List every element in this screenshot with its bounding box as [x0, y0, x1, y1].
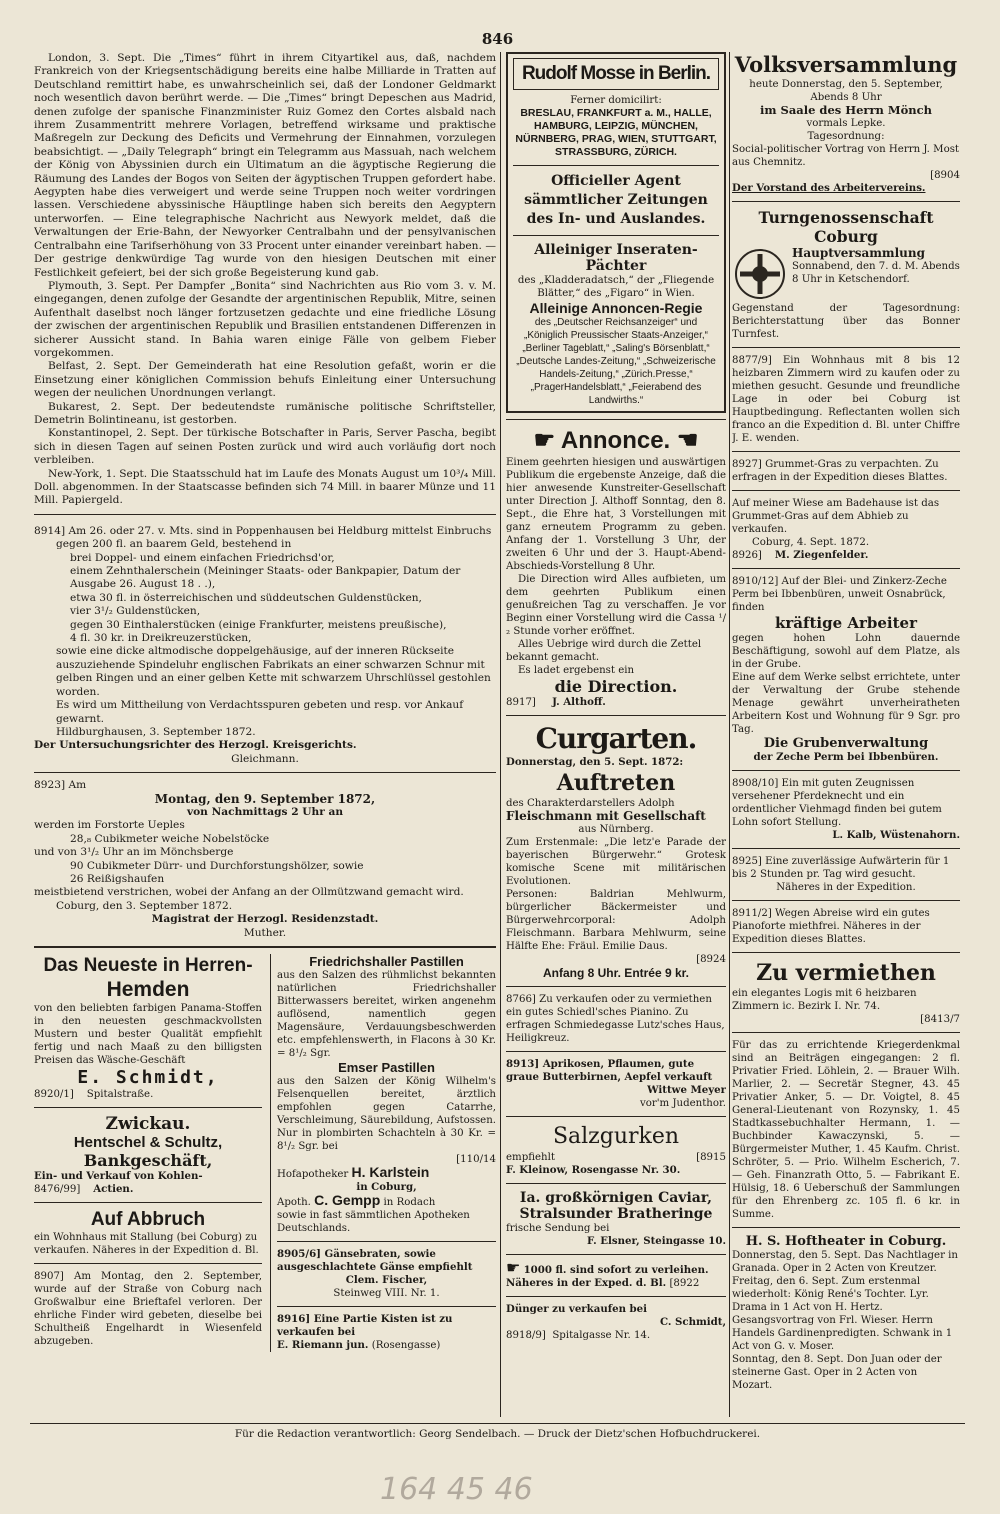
kisten-text: 8916] Eine Partie Kisten ist zu verkaufen bei	[277, 1313, 453, 1338]
apoth-label: Apoth.	[277, 1197, 311, 1208]
vermieth-title: Zu vermiethen	[756, 960, 936, 986]
shirts-text: von den beliebten farbigen Panama-Stoffen in den neuesten geschmackvollsten Mustern und bester Qualität empfiehlt fertig und nach Maaß zu den billigsten Preisen das Wäsche-Geschäft	[34, 1003, 262, 1066]
column-rule	[500, 52, 501, 1417]
divider	[506, 1116, 726, 1117]
emser-text: aus den Salzen der König Wilhelm's Felsenquellen bereitet, ärztlich empfohlen gegen Catarrhe, Verschleimung, Säurebildung, Aufstossen. Nur in plombirten Schachteln à 30 Kr. = 8¹/₂ Sgr. bei	[277, 1076, 496, 1152]
news-plymouth: Plymouth, 3. Sept. Per Dampfer „Bonita“ sind Nachrichten aus Rio vom 3. v. M. eingegangen, denen zufolge der Gesandte der argentinischen Republik, Mitre, seinen Aufenthalt daselbst noch länger fortzusetzen gedachte und eine friedliche Lösung der zwischen der argentinischen Republik und Brasilien entstandenen Differenzen in sicherer Aussicht stand. In Bahia waren einige Fälle von gelbem Fieber vorgekommen.	[34, 279, 496, 359]
dung-num: 8918/9]	[506, 1330, 546, 1341]
dung-text: Dünger zu verkaufen bei	[506, 1303, 648, 1315]
shirts-title: Das Neueste in Herren-	[43, 955, 253, 976]
divider	[506, 986, 726, 987]
volk-place: im Saale des Herrn Mönch	[759, 103, 933, 117]
grummet2-place: Coburg, 4. Sept. 1872.	[752, 537, 870, 548]
karlstein-name: H. Karlstein	[351, 1164, 430, 1180]
ad-duenger	[506, 1303, 726, 1342]
turn-title: Turngenossenschaft Coburg	[758, 208, 934, 246]
zwickau-kind: Bankgeschäft,	[83, 1151, 213, 1170]
ad-annonce	[506, 426, 726, 709]
fruit-text: 8913] Aprikosen, Pflaumen, gute graue Butterbirnen, Aepfel verkauft	[506, 1058, 713, 1083]
divider	[732, 848, 960, 849]
salz-title: Salzgurken	[552, 1124, 680, 1149]
vermieth-text: ein elegantes Logis mit 6 heizbaren Zimmern ic. Bezirk I. Nr. 74.	[732, 988, 917, 1012]
ad-fruit	[506, 1058, 726, 1110]
auction-item: 26 Reißigshaufen	[70, 872, 165, 885]
divider	[34, 514, 496, 515]
theater-text: Donnerstag, den 5. Sept. Das Nachtlager in Granada. Oper in 2 Acten von Kreutzer.	[732, 1250, 958, 1274]
auction-signer: Magistrat der Herzogl. Residenzstadt.	[151, 913, 379, 926]
annonce-p4: Es ladet ergebenst ein	[518, 665, 635, 676]
divider	[732, 347, 960, 348]
divider	[506, 419, 726, 420]
kisten-addr: (Rosengasse)	[371, 1340, 441, 1351]
hand-left-icon: ☛	[533, 427, 556, 454]
theft-line: 4 fl. 30 kr. in Dreikreuzerstücken,	[70, 632, 252, 645]
divider	[506, 1254, 726, 1255]
caviar-title: Ia. großkörnigen Caviar,	[519, 1190, 713, 1206]
annonce-p3: Alles Uebrige wird durch die Zettel bekannt gemacht.	[506, 639, 702, 663]
divider	[34, 772, 496, 773]
curgarten-persons: Personen: Baldrian Mehlwurm, bürgerlicher Bäckermeister und Bürgerwehrcorporal: Adolph Fleischmann. Barbara Mehlwurm, seine Hälfte Ehe: Fräul. Emilie Daus.	[506, 889, 726, 952]
salz-name: F. Kleinow, Rosengasse Nr. 30.	[506, 1164, 681, 1176]
divider	[732, 952, 960, 953]
ad-wohnhaus: 8877/9] Ein Wohnhaus mit 8 bis 12 heizbaren Zimmern wird zu kaufen oder zu miethen gesucht. Gesunde und freundliche Lage in oder bei Coburg ist Hauptbedingung. Reflectanten wollen sich franco an die Expedition d. Bl. unter Chiffre J. E. wenden.	[732, 355, 960, 444]
dung-name: C. Schmidt,	[659, 1316, 726, 1328]
mine-text3: Eine auf dem Werke selbst errichtete, unter der Verwaltung der Grube stehende Menage gewährt unverheiratheten Arbeitern Kost und Wohnung für 9 Sgr. pro Tag.	[732, 672, 960, 735]
emser-title: Emser Pastillen	[338, 1060, 435, 1075]
annonce-p2: Die Direction wird Alles aufbieten, um dem geehrten Publikum einen genußreichen Tag zu verschaffen. Je vor Beginn einer Vorstellung wird die Cassa ¹/₂ Stunde vorher eröffnet.	[506, 574, 726, 637]
theft-line: einem Zehnthalerschein (Meininger Staats- oder Bankpapier, Datum der Ausgabe 26. August 18 . .),	[70, 565, 461, 591]
caviar-title2: Stralsunder Bratheringe	[519, 1206, 713, 1222]
fruit-addr: vor'm Judenthor.	[640, 1098, 726, 1109]
auction-line: werden im Forstorte Ueples	[34, 819, 185, 832]
curgarten-from: aus Nürnberg.	[578, 824, 654, 835]
rodach-label: in Rodach	[383, 1197, 436, 1208]
curgarten-anfang: Anfang 8 Uhr. Entrée 9 kr.	[542, 966, 690, 980]
mosse-pacht-text: des „Kladderadatsch,“ der „Fliegende Blätter,“ des „Figaro“ in Wien.	[517, 275, 715, 299]
curgarten-title: Curgarten.	[535, 722, 697, 755]
turn-date: Sonnabend, den 7. d. M. Abends 8 Uhr in Ketschendorf.	[792, 261, 960, 285]
mosse-title: Rudolf Mosse in Berlin.	[513, 58, 719, 90]
divider	[277, 1241, 496, 1242]
volk-sign: Der Vorstand des Arbeitervereins.	[732, 182, 926, 194]
annonce-num: 8917]	[506, 697, 536, 708]
ad-caviar	[506, 1190, 726, 1248]
ad-aufwaerterin-info: Näheres in der Expedition.	[776, 882, 916, 893]
annonce-direction: die Direction.	[554, 677, 678, 696]
divider	[34, 1263, 262, 1264]
divider	[732, 900, 960, 901]
pastillen-text: aus den Salzen des rühmlichst bekannten natürlichen Friedrichshaller Bitterwassers bereitet, wirken angenehm auflösend, namentlich gegen Magensäure, Verdauungsbeschwerden etc. empfehlenswerth, in Flacons à 30 Kr. = 8¹/₂ Sgr.	[277, 970, 496, 1059]
ad-volksversammlung	[732, 52, 960, 195]
news-london: London, 3. Sept. Die „Times“ führt in ihrem Cityartikel aus, daß, nachdem Frankreich von der Kriegsentschädigung bereits eine halbe Milliarde in Tratten auf Deutschland remittirt habe, es unwahrscheinlich sei, daß der Londoner Geldmarkt noch wesentlich davon berührt werde. — Die „Times“ bringt Depeschen aus Madrid, denen zufolge der spanische Finanzminister Ruiz Gomez den Cortes alsbald nach ihrem Zusammentritt mehrere Vorlagen, betreffend wirksame und praktische Maßregeln zur Deckung des Deficits und Vermehrung der Einnahmen, vorzulegen beabsichtigt. — „Daily Telegraph“ bringt ein Telegramm aus Massuah, nach welchem der König von Abyssinien durch ein Ultimatum an die ägyptische Regierung die Räumung des Landes der Bogos von Seiten der ägyptischen Truppen gefordert habe. Aegypten habe dies verweigert und werde seine Truppen noch weiter vordringen lassen. Verschiedene abyssinische Häuptlinge haben sich bereits den Aegyptern unterworfen. — Eine telegraphische Nachricht aus Newyork meldet, daß die Verwaltungen der Erie-Bahn, der Newyorker Centralbahn und der pensylvanischen Centralbahn eine Tarifserhöhung von 33 Procent unter einander vereinbart haben. — Der gestrige denkwürdige Tag wurde von den hiesigen Deutschen mit einer Festlichkeit gefeiert, bei der sich große Begeisterung kund gab.	[34, 52, 496, 279]
auction-time: von Nachmittags 2 Uhr an	[186, 805, 344, 818]
divider	[506, 715, 726, 716]
geese-addr: Steinweg VIII. Nr. 1.	[333, 1288, 440, 1299]
salz-num: [8915	[696, 1152, 726, 1163]
knecht-text: 8908/10] Ein mit guten Zeugnissen versehener Pferdeknecht und ein ordentlicher Viehmagd finden bei gutem Lohn sofort Stellung.	[732, 778, 942, 828]
theft-line: vier 3¹/₂ Guldenstücken,	[70, 605, 201, 618]
column-rule	[729, 52, 730, 1417]
divider	[277, 1306, 496, 1307]
auction-signer-name: Muther.	[243, 926, 287, 939]
caviar-name: F. Elsner, Steingasse 10.	[586, 1235, 726, 1247]
ad-vermiethen	[732, 959, 960, 1026]
mosse-ferner: Ferner domicilirt:	[570, 95, 662, 106]
curgarten-auftreten: Auftreten	[556, 770, 676, 796]
theater-text2: Freitag, den 6. Sept. Zum erstenmal wiederholt: König René's Tochter. Lyr. Drama in 1 Act von H. Hertz. Gesangsvortrag von Frl. Wieser. Herrn Handels Gardinenpredigten. Schwank in 1 Act von G. v. Moser.	[732, 1276, 953, 1352]
ads-lower-left	[34, 954, 262, 1348]
pastillen-rest: sowie in fast sämmtlichen Apotheken Deutschlands.	[277, 1210, 470, 1234]
volk-date: heute Donnerstag, den 5. September,	[749, 79, 943, 90]
ad-knecht	[732, 777, 960, 842]
news-belfast: Belfast, 2. Sept. Der Gemeinderath hat eine Resolution gefaßt, worin er die Einsetzung einer königlichen Commission behufs Einleitung einer Untersuchung wegen der neulichen Unordnungen verlangt.	[34, 360, 496, 400]
page-number: 846	[481, 30, 514, 48]
mine-sign1: Die Grubenverwaltung	[763, 736, 929, 751]
turn-text: Gegenstand der Tagesordnung: Berichterstattung über das Bonner Turnfest.	[732, 303, 960, 340]
divider	[34, 946, 496, 948]
divider	[513, 165, 719, 166]
theft-signer-name: Gleichmann.	[231, 752, 299, 765]
divider	[732, 770, 960, 771]
divider	[506, 1051, 726, 1052]
knecht-name: L. Kalb, Wüstenahorn.	[832, 829, 960, 841]
theater-text3: Sonntag, den 8. Sept. Don Juan oder der steinerne Gast. Oper in 2 Acten von Mozart.	[732, 1354, 942, 1391]
divider	[506, 1183, 726, 1184]
annonce-title: Annonce.	[560, 427, 671, 454]
shirts-num: 8920/1]	[34, 1089, 74, 1100]
zwickau-line2: Actien.	[93, 1183, 134, 1195]
column-ads-right	[732, 52, 960, 1417]
imprint-footer: Für die Redaction verantwortlich: Georg Sendelbach. — Druck der Dietz'schen Hofbuchdruckerei.	[30, 1423, 965, 1440]
mosse-regie: Alleinige Annoncen-Regie	[529, 300, 703, 316]
divider	[34, 1107, 262, 1108]
vermieth-num: [8413/7	[920, 1014, 960, 1025]
auction-date: Montag, den 9. September 1872,	[154, 791, 376, 806]
shirts-title2: Hemden	[106, 978, 190, 1001]
mine-text: 8910/12] Auf der Blei- und Zinkerz-Zeche Perm bei Ibbenbüren, unweit Osnabrück, finden	[732, 576, 947, 613]
fruit-name: Wittwe Meyer	[647, 1084, 726, 1096]
grummet2-name: M. Ziegenfelder.	[774, 549, 869, 561]
annonce-text: Einem geehrten hiesigen und auswärtigen Publikum die ergebenste Anzeige, daß die hier anwesende Kunstreiter-Gesellschaft unter Direction J. Althoff Sonntag, den 8. Sept., die Ehre hat, 3 Vorstellungen mit ganz erneutem Programm zu geben. Anfang der 1. Vorstellung 3 Uhr, der zweiten 6 Uhr und der 3. Haupt-Abend-Abschieds-Vorstellung 8 Uhr.	[506, 457, 726, 572]
abbruch-title: Auf Abbruch	[90, 1209, 206, 1230]
news-newyork: New-York, 1. Sept. Die Staatsschuld hat im Laufe des Monats August um 10³/₄ Mill. Doll. abgenommen. In der Staatscasse befinden sich 74 Mill. in baarer Münze und 11 Mill. Papiergeld.	[34, 467, 496, 507]
abbruch-text: ein Wohnhaus mit Stallung (bei Coburg) zu verkaufen. Näheres in der Expedition d. Bl.	[34, 1232, 259, 1256]
ad-grummet-2	[732, 497, 960, 562]
mosse-pacht: Alleiniger Inseraten-Pächter	[534, 242, 698, 274]
divider	[513, 235, 719, 236]
ad-grummet-1: 8927] Grummet-Gras zu verpachten. Zu erfragen in der Expedition dieses Blattes.	[732, 459, 948, 483]
mosse-regie-text: des „Deutscher Reichsanzeiger“ und „Königlich Preussischer Staats-Anzeiger,“ „Berliner Tageblatt,“ „Saling's Börsenblatt,“ „Deutsche Landes-Zeitung,“ „Schweizerische Handels-Zeitung,“ „Zürich.Presse,“ „PragerHandelsblatt,“ „Feierabend des Landwirths.“	[516, 317, 716, 406]
caviar-text: frische Sendung bei	[506, 1223, 610, 1234]
theft-line: gegen 200 fl. an baarem Geld, bestehend in	[56, 538, 292, 551]
curgarten-text: Zum Erstenmale: „Die letz'e Parade der bayerischen Bürgerwehr.“ Grotesk komische Scene mit militärischen Evolutionen.	[506, 837, 726, 887]
curgarten-date: Donnerstag, den 5. Sept. 1872:	[506, 756, 684, 768]
mosse-agent: Officieller Agent sämmtlicher Zeitungen des In- und Auslandes.	[524, 173, 708, 227]
grummet2-text: Auf meiner Wiese am Badehause ist das Grummet-Gras auf dem Abhieb zu verkaufen.	[732, 498, 940, 535]
theater-title: H. S. Hoftheater in Coburg.	[745, 1234, 947, 1249]
ad-curgarten	[506, 722, 726, 980]
divider	[732, 490, 960, 491]
theft-line: gegen 30 Einthalerstücken (einige Frankfurter, meistens preußische),	[70, 618, 447, 631]
newspaper-page	[30, 28, 965, 1468]
auction-line: und von 3¹/₂ Uhr an im Mönchsberge	[34, 846, 234, 859]
mine-text2: gegen hohen Lohn dauernde Beschäftigung, sowohl auf dem Platze, als in der Grube.	[732, 633, 960, 670]
theft-intro: 8914] Am 26. oder 27. v. Mts. sind in Poppenhausen bei Heldburg mittelst Einbruchs	[34, 524, 492, 537]
news-bukarest: Bukarest, 2. Sept. Der bedeutendste rumänische politische Schriftsteller, Demetrin Bolintineanu, ist gestorben.	[34, 400, 496, 426]
geese-name: Clem. Fischer,	[345, 1274, 428, 1286]
news-konstantinopel: Konstantinopel, 2. Sept. Der türkische Botschafter in Paris, Server Pascha, begibt sich in diesen Tagen auf seinen Posten zurück und wird auch vorläufig dort noch verbleiben.	[34, 427, 496, 467]
turn-haupt: Hauptversammlung	[792, 246, 926, 260]
mine-sign2: der Zeche Perm bei Ibbenbüren.	[753, 751, 939, 763]
mine-kraeftige: kräftige Arbeiter	[775, 614, 917, 632]
ad-pianino: 8766] Zu verkaufen oder zu vermiethen ein gutes Schiedl'sches Pianino. Zu erfragen Schmiedegasse Lutz'sches Haus, Heiligkreuz.	[506, 994, 725, 1044]
divider	[732, 1227, 960, 1228]
auction-item: 90 Cubikmeter Dürr- und Durchforstungshölzer, sowie	[70, 859, 364, 872]
volk-text: Social-politischer Vortrag von Herrn J. Most aus Chemnitz.	[732, 144, 960, 168]
curgarten-des: des Charakterdarstellers Adolph	[506, 798, 675, 809]
salz-emp: empfiehlt	[506, 1152, 555, 1163]
geese-text: 8905/6] Gänsebraten, sowie ausgeschlachtete Gänse empfiehlt	[277, 1248, 473, 1273]
ad-turngenossenschaft	[732, 208, 960, 341]
volk-title: Volksversammlung	[734, 52, 958, 77]
theft-line: brei Doppel- und einem einfachen Friedrichsd'or,	[70, 551, 335, 564]
theft-signer: Der Untersuchungsrichter des Herzogl. Kreisgerichts.	[34, 739, 357, 752]
divider	[506, 1296, 726, 1297]
divider	[732, 201, 960, 202]
mosse-cities: BRESLAU, FRANKFURT a. M., HALLE, HAMBURG, LEIPZIG, MÜNCHEN, NÜRNBERG, PRAG, WIEN, STUTTGART, STRASSBURG, ZÜRICH.	[515, 107, 717, 158]
auction-line: meistbietend verstrichen, wobei der Anfang an der Ollmützwand gemacht wird.	[34, 886, 464, 899]
turner-emblem-icon	[732, 246, 788, 302]
theft-rest: sowie eine dicke altmodische doppelgehäusige, auf der inneren Rückseite auszuziehende Spindeluhr englischen Fabrikats an einer schwarzen Schnur mit gelben Ringen und an einer gelben Kette mit schwarzem Uhrschlüssel gestohlen worden.	[56, 645, 491, 698]
zwickau-firm: Hentschel & Schultz,	[73, 1134, 223, 1151]
money-num: [8922	[669, 1278, 700, 1289]
volk-tag: Tagesordnung:	[807, 131, 885, 142]
zwickau-line: Ein- und Verkauf von Kohlen-	[34, 1170, 203, 1182]
auction-place: Coburg, den 3. September 1872.	[56, 899, 233, 912]
ad-wood-auction	[34, 779, 496, 940]
theft-request: Es wird um Mittheilung von Verdachtsspuren gebeten und resp. vor Ankauf gewarnt.	[56, 699, 464, 725]
column-news	[34, 52, 496, 1417]
divider	[732, 451, 960, 452]
annonce-sign: J. Althoff.	[552, 696, 606, 708]
hand-right-icon: ☛	[506, 1258, 521, 1277]
pastillen-num: [110/14	[456, 1154, 496, 1165]
theft-place: Hildburghausen, 3. September 1872.	[56, 725, 256, 738]
pastillen-title: Friedrichshaller Pastillen	[309, 954, 464, 969]
divider	[732, 1032, 960, 1033]
ad-hoftheater	[732, 1234, 960, 1392]
lost-wallet-ad: 8907] Am Montag, den 2. September, wurde auf der Straße von Coburg nach Großwalbur eine Brieftafel verloren. Der ehrliche Finder wird gebeten, dieselbe bei Schultheiß Engelhardt in Wiesenfeld abzugeben.	[34, 1271, 262, 1347]
shirts-firm: E. Schmidt,	[77, 1067, 219, 1088]
zwickau-title: Zwickau.	[105, 1114, 191, 1134]
shirts-addr: Spitalstraße.	[86, 1089, 154, 1100]
ad-salzgurken	[506, 1123, 726, 1177]
ads-lower-right	[270, 954, 496, 1352]
zwickau-num: 8476/99]	[34, 1184, 81, 1195]
ads-lower-block	[34, 954, 496, 1351]
volk-num: [8904	[930, 170, 960, 181]
hofapotheker-label: Hofapotheker	[277, 1169, 349, 1180]
divider	[34, 1202, 262, 1203]
coburg-label: in Coburg,	[356, 1181, 417, 1193]
money-text: 1000 fl. sind sofort zu verleihen. Näheres in der Exped. d. Bl.	[506, 1264, 709, 1289]
hand-right-icon: ☚	[676, 427, 699, 454]
ad-mine	[732, 575, 960, 764]
ad-theft-notice	[34, 525, 496, 766]
column-ads-middle	[506, 52, 726, 1417]
auction-item: 28,₈ Cubikmeter weiche Nobelstöcke	[70, 832, 270, 845]
grummet2-num: 8926]	[732, 550, 762, 561]
volk-vormals: vormals Lepke.	[806, 118, 886, 129]
divider	[732, 568, 960, 569]
kisten-name: E. Riemann jun.	[277, 1339, 369, 1351]
curgarten-num: [8924	[696, 954, 726, 965]
ad-mosse	[506, 52, 726, 413]
ad-pianoforte: 8911/2] Wegen Abreise wird ein gutes Pianoforte miethfrei. Näheres in der Expedition dieses Blattes.	[732, 908, 930, 945]
dung-addr: Spitalgasse Nr. 14.	[552, 1330, 651, 1341]
theft-line: etwa 30 fl. in österreichischen und süddeutschen Guldenstücken,	[70, 591, 422, 604]
news-section	[34, 52, 496, 508]
ad-aufwaerterin: 8925] Eine zuverlässige Aufwärterin für 1 bis 2 Stunden pr. Tag wird gesucht.	[732, 856, 950, 880]
handwritten-annotation: 164 45 46	[380, 1472, 533, 1507]
curgarten-name: Fleischmann mit Gesellschaft	[506, 809, 706, 823]
ad-kriegerdenkmal: Für das zu errichtende Kriegerdenkmal sind an Beiträgen eingegangen: 2 fl. Privatier Fried. Löhlein, 2. — Brauer Wilh. Marlier, 2. — Secretär Stegner, 43. 45 Privatier Anker, 5. — Dr. Voigtel, 8. 45 General-Lieutenant von Rozynsky, 1. 45 Stadtkassebuchhalter Hermann, 1. — Buchbinder Kawaczynski, 5. — Bürgermeister Muther, 1. 45 Kaufm. Christ. Schröter, 5. — Prio. Wilhelm Escherich, 7. — Geh. Finanzrath Otto, 5. — Fabrikant E. Hülsig, 18. 6 Ueberschuß der Sammlungen für den Ehrenberg zc. 105 fl. 6 kr. in Summe.	[732, 1040, 960, 1220]
auction-intro: 8923] Am	[34, 779, 87, 792]
gempp-name: C. Gempp	[314, 1192, 381, 1208]
volk-time: Abends 8 Uhr	[810, 92, 882, 103]
ad-money	[506, 1258, 726, 1290]
